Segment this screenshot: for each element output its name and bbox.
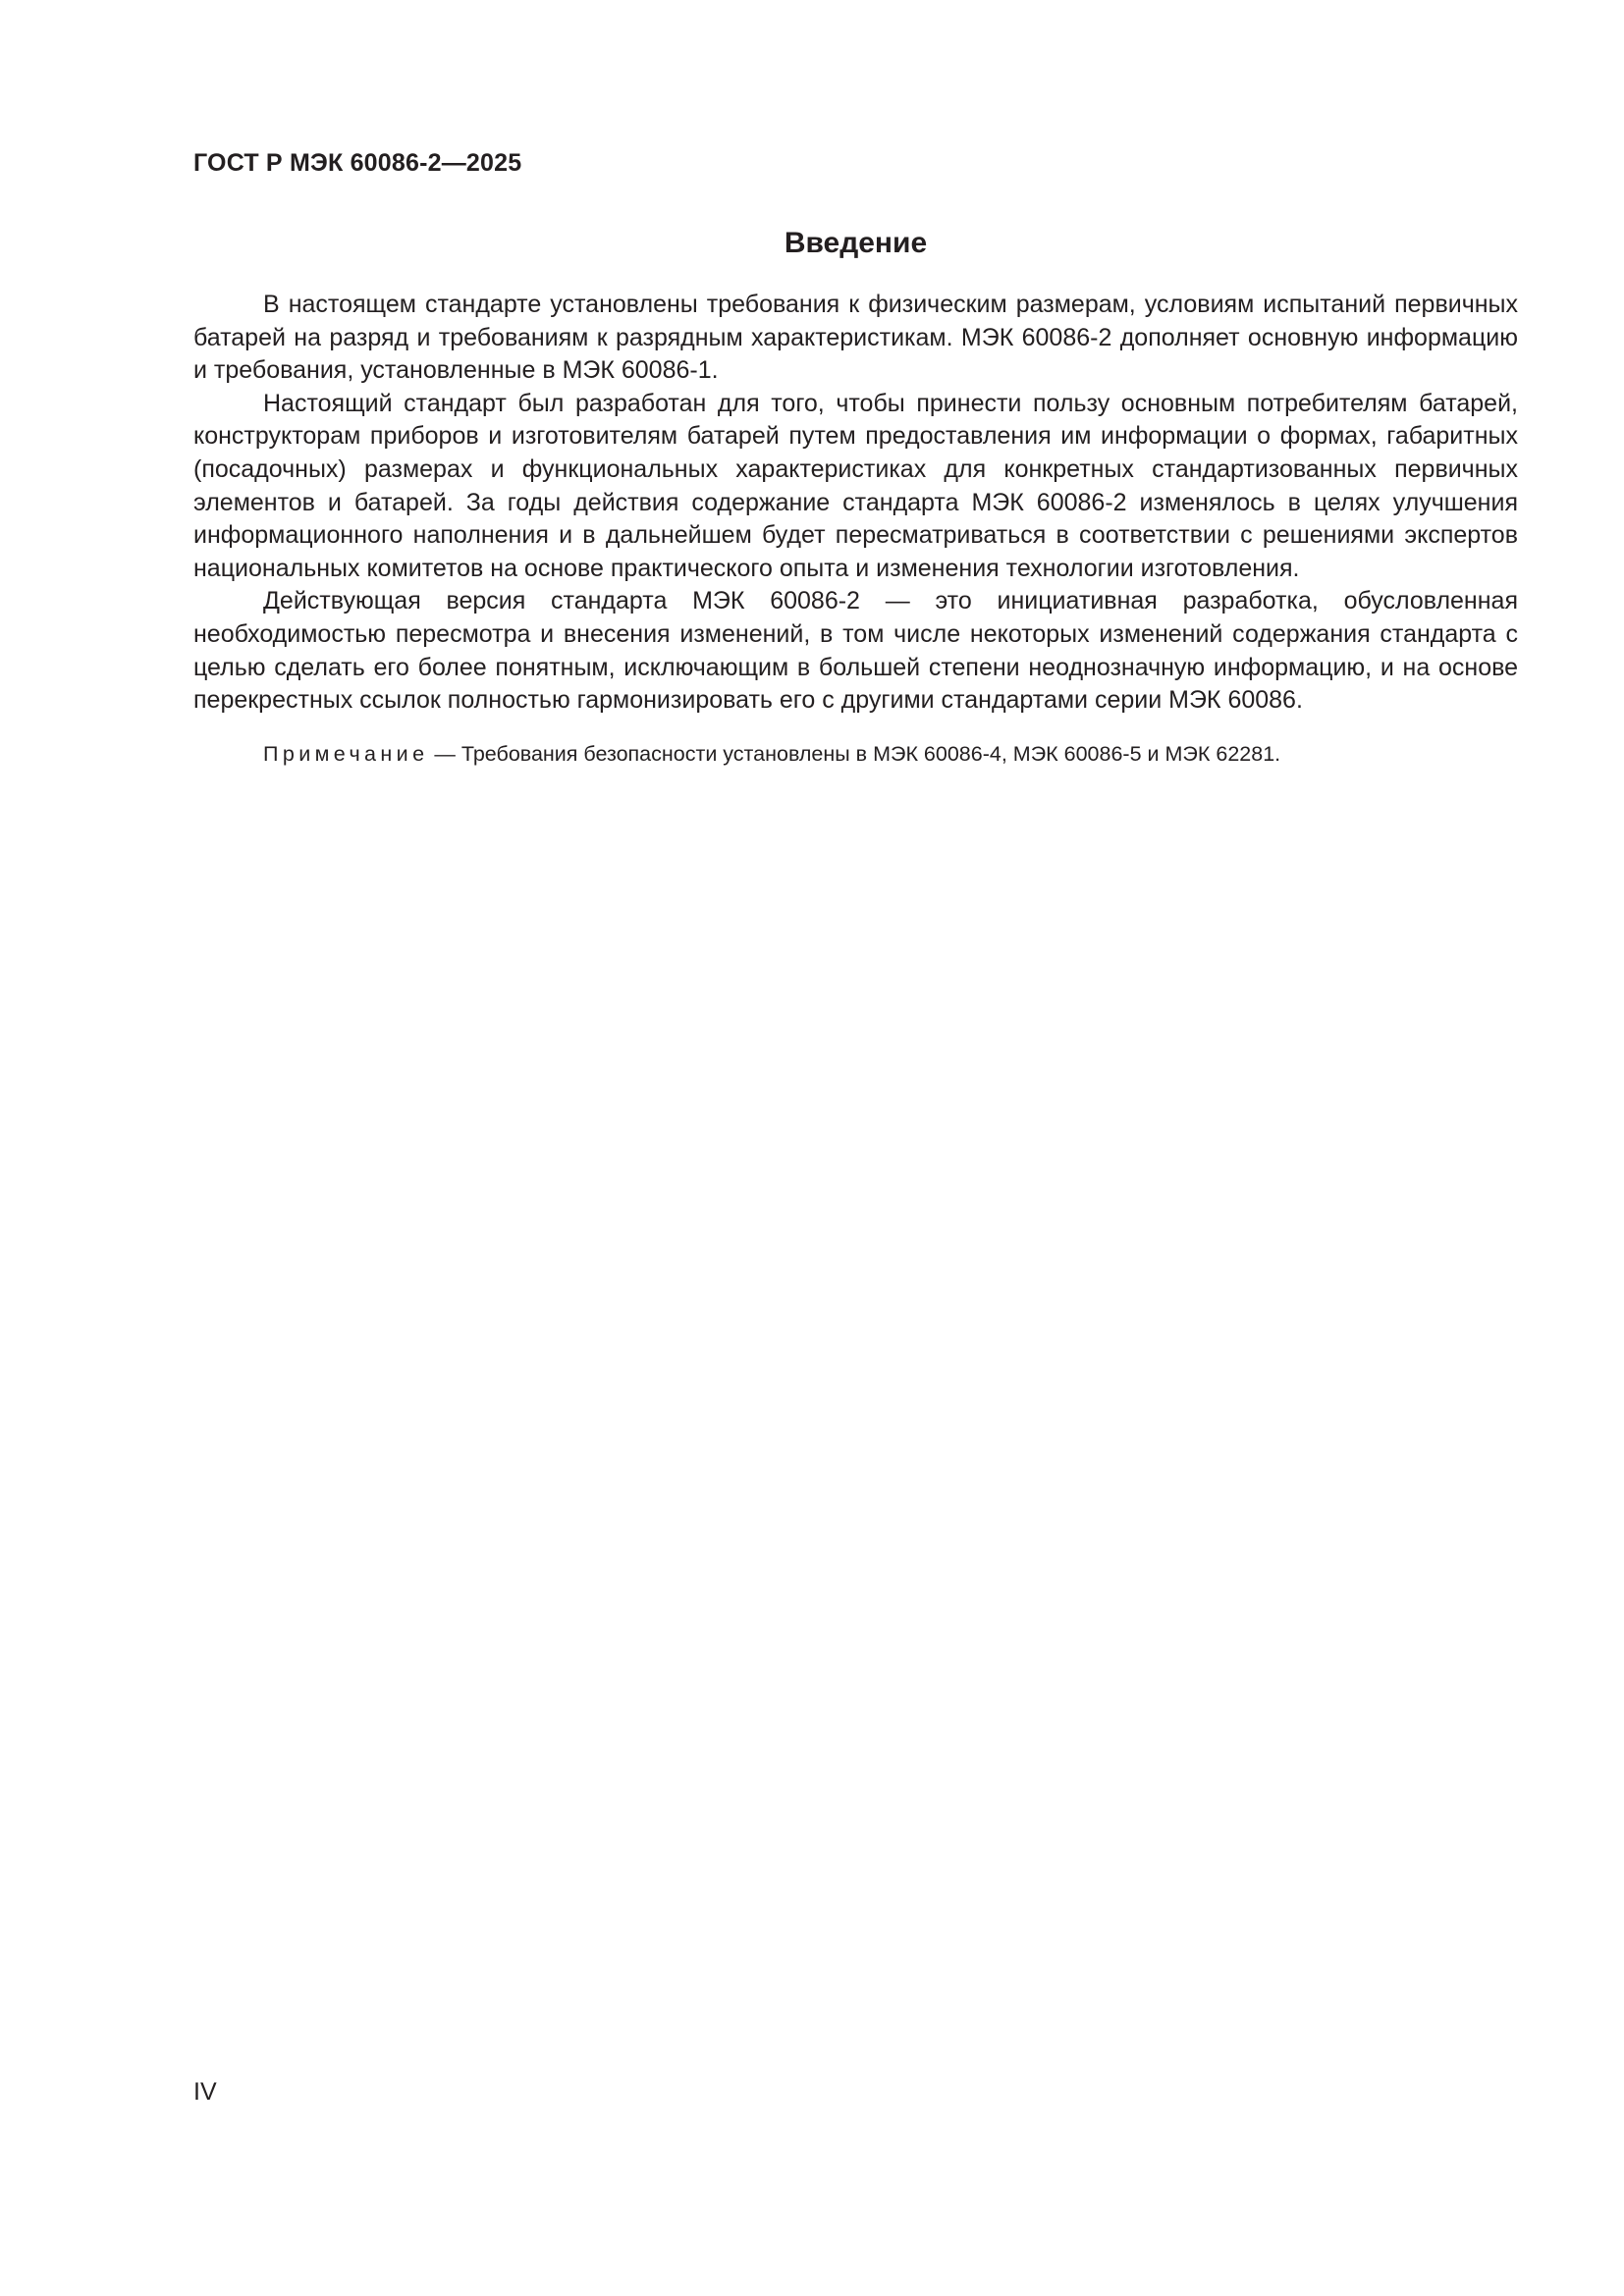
page-number: IV (193, 2078, 217, 2106)
note-text: — Требования безопасности установлены в МЭК 60086-4, МЭК 60086-5 и МЭК 62281. (428, 741, 1281, 766)
paragraph-3: Действующая версия стандарта МЭК 60086-2 — это инициативная разработка, обусловленная необходимостью пересмотра и внесения изменений, в том числе некоторых изменений содержания стандарта с целью сделать его более понятным, исключающим в большей степени неоднозначную информацию, и на основе перекрестных ссылок полностью гармонизировать его с другими стандартами серии МЭК 60086. (193, 587, 1518, 715)
paragraph-1: В настоящем стандарте установлены требования к физическим размерам, условиям испытаний первичных батарей на разряд и требованиям к разрядным характеристикам. МЭК 60086-2 дополняет основную информацию и требования, установленные в МЭК 60086-1. (193, 291, 1518, 385)
introduction-body (193, 289, 1518, 769)
note-label: Примечание (263, 741, 429, 766)
paragraph-2: Настоящий стандарт был разработан для того, чтобы принести пользу основным потребителям батарей, конструкторам приборов и изготовителям батарей путем предоставления им информации о формах, габаритных (посадочных) размерах и функциональных характеристиках для конкретных стандартизованных первичных элементов и батарей. За годы действия содержание стандарта МЭК 60086-2 изменялось в целях улучшения информационного наполнения и в дальнейшем будет пересматриваться в соответствии с решениями экспертов национальных комитетов на основе практического опыта и изменения технологии изготовления. (193, 389, 1518, 582)
note (193, 739, 1518, 769)
document-code-header: ГОСТ Р МЭК 60086-2—2025 (193, 149, 522, 177)
section-title: Введение (784, 227, 928, 259)
